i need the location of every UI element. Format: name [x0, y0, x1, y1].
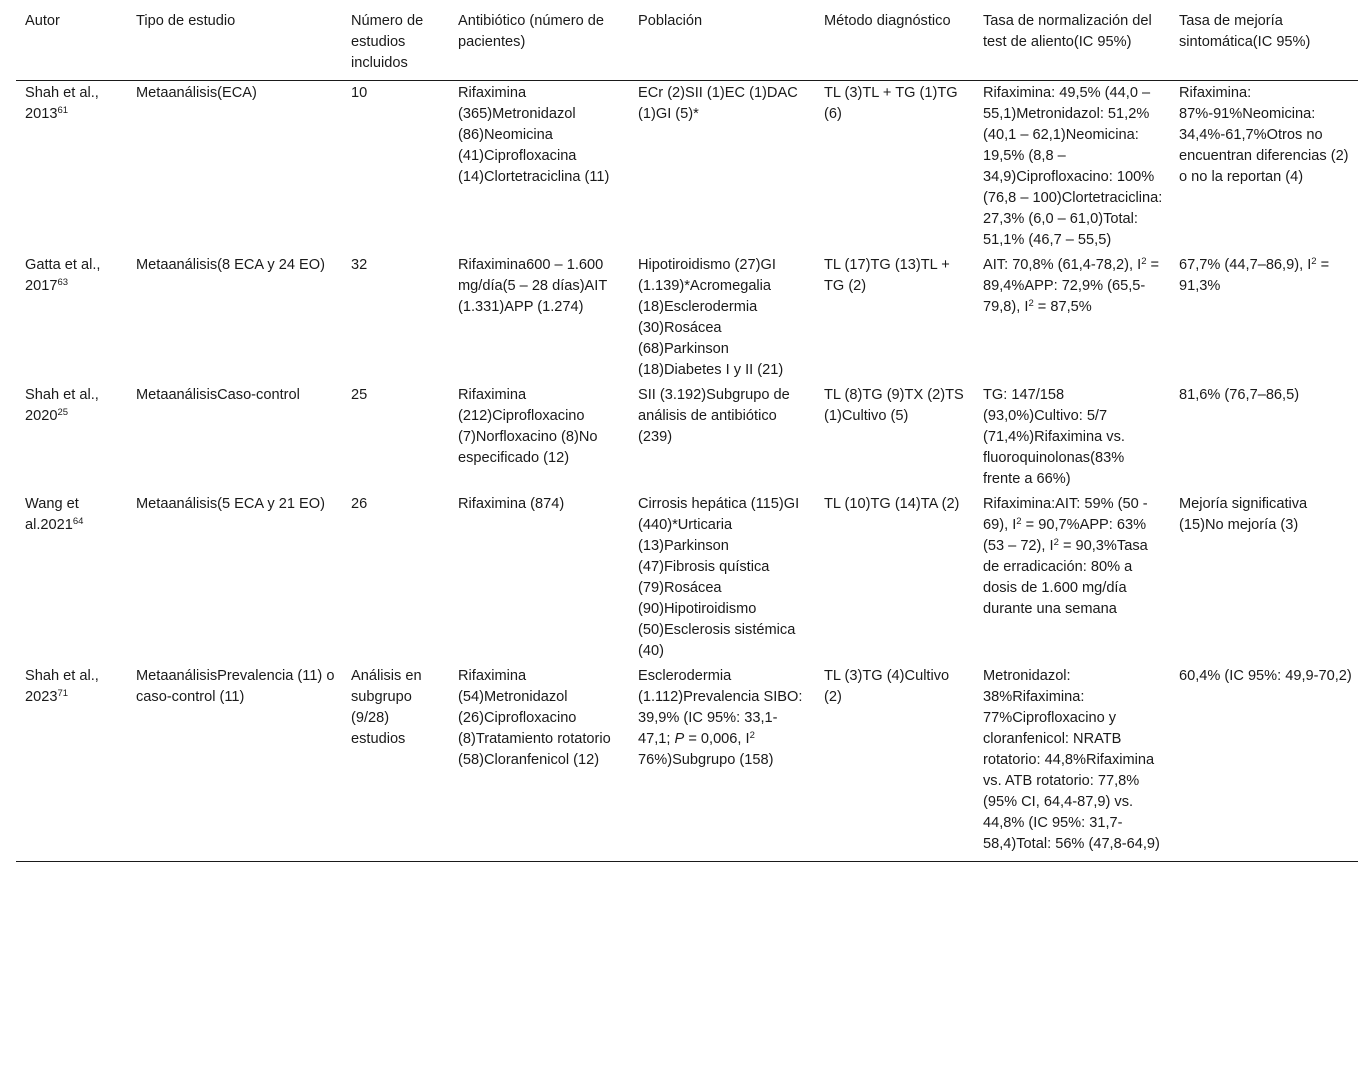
header-autor: Autor [16, 11, 127, 81]
cell-tasa-normalizacion: Rifaximina: 49,5% (44,0 – 55,1)Metronidazol: 51,2% (40,1 – 62,1)Neomicina: 19,5% (8,8 – 34,9)Ciprofloxacino: 100% (76,8 – 100)Clortetraciclina: 27,3% (6,0 – 61,0)Total: 51,1% (46,7 – 55,5) [983, 85, 1163, 248]
text-fragment: I [1137, 257, 1142, 273]
text-fragment: = 90,7%APP: 63% (53 – 72), [983, 517, 1147, 554]
cell-antibiotico: Rifaximina (365)Metronidazol (86)Neomicina (41)Ciprofloxacina (14)Clortetraciclina (11) [458, 85, 610, 185]
cell-tipo: MetaanálisisPrevalencia (11) o caso-control (11) [127, 664, 342, 862]
cell-antibiotico: Rifaximina (212)Ciprofloxacino (7)Norfloxacino (8)No especificado (12) [458, 387, 598, 466]
autor-text: Shah et al., 2020 [25, 387, 99, 424]
studies-table [16, 11, 1358, 862]
cell-tasa-normalizacion: Metronidazol: 38%Rifaximina: 77%Ciprofloxacino y cloranfenicol: NRATB rotatorio: 44,8%Rifaximina vs. ATB rotatorio: 77,8% (95% CI, 64,4-87,9) vs. 44,8% (IC 95%: 31,7-58,4)Total: 56% (47,8-64,9) [974, 664, 1170, 862]
cell-numero: 32 [351, 257, 368, 273]
superscript: 2 [1053, 537, 1059, 548]
cell-tipo: Metaanálisis(5 ECA y 21 EO) [136, 496, 325, 512]
cell-tasa-normalizacion: TG: 147/158 (93,0%)Cultivo: 5/7 (71,4%)Rifaximina vs. fluoroquinolonas(83% frente a 66%) [983, 387, 1125, 487]
cell-tipo: Metaanálisis(8 ECA y 24 EO) [136, 257, 325, 273]
cell-tasa-mejoria [1170, 253, 1358, 383]
cell-metodo: TL (10)TG (14)TA (2) [824, 496, 960, 512]
cell-tasa-mejoria: 81,6% (76,7–86,5) [1179, 387, 1300, 403]
cell-antibiotico: Rifaximina (874) [458, 496, 565, 512]
cell-autor [16, 81, 127, 254]
text-fragment: Esclerodermia (1.112)Prevalencia SIBO: 39,9% (IC 95%: 33,1-47,1; [638, 668, 803, 747]
cell-metodo: TL (8)TG (9)TX (2)TS (1)Cultivo (5) [824, 387, 964, 424]
table-header-row [16, 11, 1358, 81]
cell-tasa-mejoria: Rifaximina: 87%-91%Neomicina: 34,4%-61,7%Otros no encuentran diferencias (2) o no la reportan (4) [1179, 85, 1349, 185]
superscript: 2 [749, 730, 755, 741]
cell-metodo: TL (3)TL + TG (1)TG (6) [824, 85, 958, 122]
cell-autor [16, 383, 127, 492]
table-row [16, 81, 1358, 254]
cell-numero: Análisis en subgrupo (9/28) estudios [342, 664, 449, 862]
cell-antibiotico: Rifaximina600 – 1.600 mg/día(5 – 28 días)AIT (1.331)APP (1.274) [458, 257, 607, 315]
reference-sup: 71 [57, 688, 69, 699]
header-tasa-mejoria: Tasa de mejoría sintomática(IC 95%) [1170, 11, 1358, 81]
header-antibiotico: Antibiótico (número de pacientes) [449, 11, 629, 81]
cell-numero: 26 [351, 496, 368, 512]
header-tasa-normalizacion: Tasa de normalización del test de aliento(IC 95%) [974, 11, 1170, 81]
cell-numero: 10 [351, 85, 368, 101]
cell-autor [16, 664, 127, 862]
cell-poblacion [629, 664, 815, 862]
cell-poblacion: Cirrosis hepática (115)GI (440)*Urticaria (13)Parkinson (47)Fibrosis quística (79)Rosácea (90)Hipotiroidismo (50)Esclerosis sistémica (40) [638, 496, 800, 659]
text-fragment: 76%)Subgrupo (158) [638, 752, 774, 768]
cell-autor [16, 253, 127, 383]
cell-poblacion: Hipotiroidismo (27)GI (1.139)*Acromegalia (18)Esclerodermia (30)Rosácea (68)Parkinson (18)Diabetes I y II (21) [638, 257, 784, 378]
text-fragment: Rifaximina:AIT: 59% (50 - 69), [983, 496, 1148, 533]
cell-tipo: MetaanálisisCaso-control [136, 387, 300, 403]
cell-numero: 25 [351, 387, 368, 403]
reference-sup: 64 [72, 516, 84, 527]
text-fragment: AIT: 70,8% (61,4-78,2), [983, 257, 1134, 273]
header-metodo: Método diagnóstico [815, 11, 974, 81]
superscript: 2 [1311, 256, 1317, 267]
superscript: 2 [1028, 298, 1034, 309]
reference-sup: 63 [57, 277, 69, 288]
text-fragment: I [1049, 538, 1054, 554]
text-fragment: = 90,3%Tasa de erradicación: 80% a dosis de 1.600 mg/día durante una semana [983, 538, 1148, 617]
cell-metodo: TL (3)TG (4)Cultivo (2) [815, 664, 974, 862]
autor-text: Wang et al.2021 [25, 496, 79, 533]
cell-tasa-normalizacion [974, 253, 1170, 383]
superscript: 2 [1141, 256, 1147, 267]
text-fragment: I [1307, 257, 1312, 273]
autor-text: Shah et al., 2013 [25, 85, 99, 122]
text-fragment: I [1012, 517, 1017, 533]
cell-tasa-normalizacion [974, 492, 1170, 664]
cell-autor [16, 492, 127, 664]
p-value-symbol: P [674, 731, 685, 747]
header-poblacion: Población [629, 11, 815, 81]
reference-sup: 61 [57, 105, 69, 116]
table-row [16, 383, 1358, 492]
header-numero-estudios: Número de estudios incluidos [342, 11, 449, 81]
autor-text: Gatta et al., 2017 [25, 257, 101, 294]
text-fragment: 67,7% (44,7–86,9), [1179, 257, 1304, 273]
header-tipo-estudio: Tipo de estudio [127, 11, 342, 81]
text-fragment: = 87,5% [1033, 299, 1092, 315]
text-fragment: = 89,4%APP: 72,9% (65,5-79,8), [983, 257, 1160, 315]
superscript: 2 [1016, 516, 1022, 527]
reference-sup: 25 [57, 407, 69, 418]
cell-tipo: Metaanálisis(ECA) [136, 85, 257, 101]
table-row [16, 492, 1358, 664]
cell-antibiotico: Rifaximina (54)Metronidazol (26)Ciprofloxacino (8)Tratamiento rotatorio (58)Cloranfenicol (12) [449, 664, 629, 862]
cell-tasa-mejoria: Mejoría significativa (15)No mejoría (3) [1179, 496, 1308, 533]
cell-metodo: TL (17)TG (13)TL + TG (2) [824, 257, 950, 294]
autor-text: Shah et al., 2023 [25, 668, 99, 705]
cell-poblacion: ECr (2)SII (1)EC (1)DAC (1)GI (5)* [638, 85, 798, 122]
cell-poblacion: SII (3.192)Subgrupo de análisis de antibiótico (239) [638, 387, 790, 445]
table-row [16, 253, 1358, 383]
text-fragment: = 91,3% [1179, 257, 1330, 294]
cell-tasa-mejoria: 60,4% (IC 95%: 49,9-70,2) [1170, 664, 1358, 862]
text-fragment: = 0,006, I [684, 731, 750, 747]
table-row [16, 664, 1358, 862]
text-fragment: I [1024, 299, 1029, 315]
